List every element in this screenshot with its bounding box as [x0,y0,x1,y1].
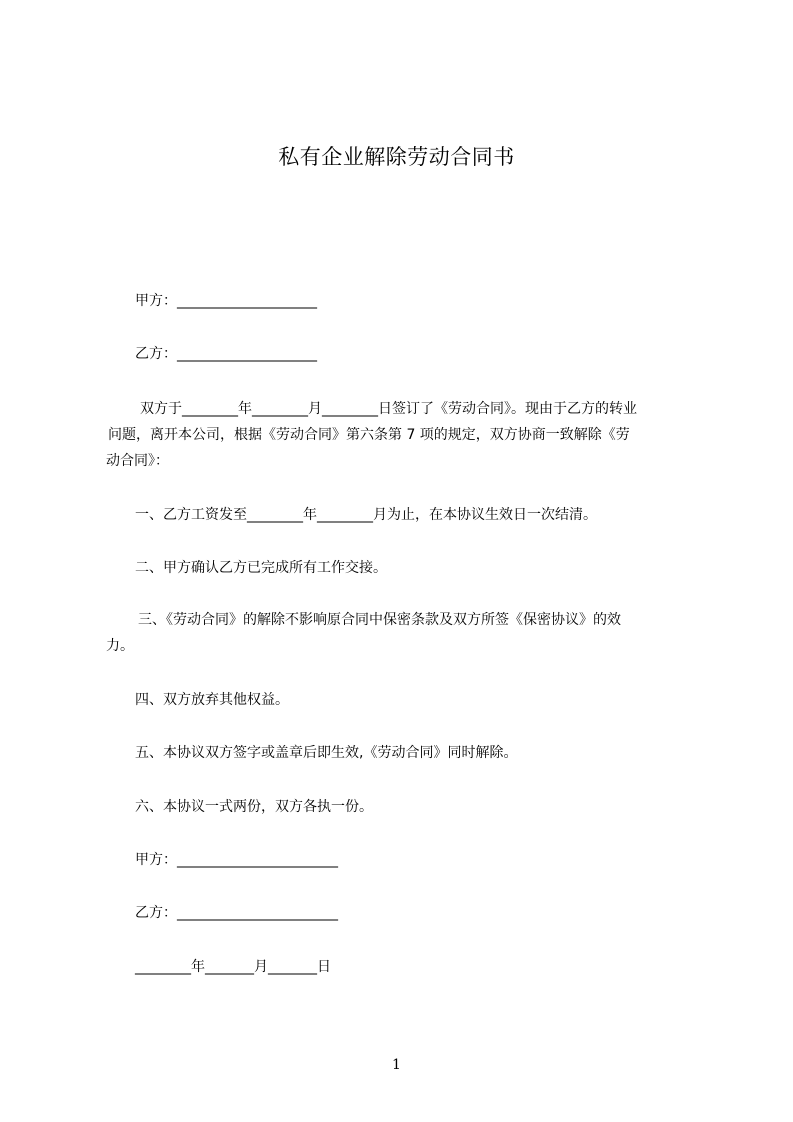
clause-6: 六、本协议一式两份，双方各执一份。 [135,799,373,815]
intro-line-2: 问题，离开本公司，根据《劳动合同》第六条第 7 项的规定，双方协商一致解除《劳 [108,427,630,443]
clause-5: 五、本协议双方签字或盖章后即生效,《劳动合同》同时解除。 [135,745,518,761]
page-number: 1 [392,1057,401,1073]
party-a-line: 甲方：____________________ [135,293,317,309]
clause-1: 一、乙方工资发至________年________月为止，在本协议生效日一次结清。 [135,507,597,523]
clause-3 [106,607,696,659]
clause-4: 四、双方放弃其他权益。 [135,692,289,708]
intro-paragraph [106,396,696,474]
intro-line-3: 动合同》： [106,453,169,469]
signature-party-b: 乙方：_______________________ [135,905,338,921]
clause-3-line-1: 三、《劳动合同》的解除不影响原合同中保密条款及双方所签《保密协议》的效 [138,612,621,628]
intro-line-1: 双方于________年________月________日签订了《劳动合同》。现由于乙方的转业 [140,401,637,417]
party-b-line: 乙方：____________________ [135,346,317,362]
signature-date: ________年_______月_______日 [135,959,331,975]
clause-3-line-2: 力。 [106,638,134,654]
clause-2: 二、甲方确认乙方已完成所有工作交接。 [135,560,387,576]
signature-party-a: 甲方：_______________________ [135,852,338,868]
document-title: 私有企业解除劳动合同书 [278,145,515,169]
